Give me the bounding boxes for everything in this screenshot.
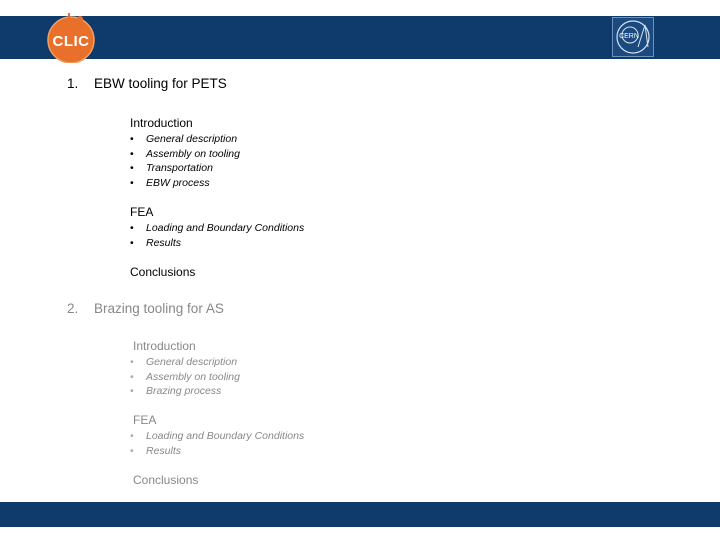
list-item: • General description	[130, 133, 238, 145]
list-item: • Loading and Boundary Conditions	[130, 430, 305, 442]
list-item: • Results	[130, 236, 182, 249]
svg-text:CLIC: CLIC	[52, 33, 90, 50]
svg-text:CERN: CERN	[619, 33, 639, 40]
list-item: • Assembly on tooling	[130, 370, 240, 383]
section-2-conclusions: Conclusions	[133, 473, 199, 487]
cern-logo	[612, 17, 654, 57]
section-1-title-text: EBW tooling for PETS	[94, 76, 227, 91]
section-2-introduction-heading: Introduction	[133, 339, 196, 353]
clic-logo	[46, 13, 96, 63]
section-1-conclusions: Conclusions	[130, 265, 196, 279]
list-item: • Results	[130, 444, 182, 457]
list-item: • Assembly on tooling	[130, 147, 240, 160]
list-item: • Loading and Boundary Conditions	[130, 222, 305, 234]
list-item: • General description	[130, 356, 238, 368]
list-item: • Transportation	[130, 162, 213, 174]
section-2-title-text: Brazing tooling for AS	[94, 301, 224, 316]
section-1-fea-list	[130, 221, 304, 250]
list-item: • Brazing process	[130, 385, 222, 397]
section-2-introduction-list	[130, 355, 240, 399]
section-1-title	[67, 76, 227, 91]
section-2-fea-heading: FEA	[133, 413, 157, 427]
section-1-number: 1.	[67, 76, 79, 91]
section-2-fea-list	[130, 429, 304, 458]
section-2-number: 2.	[67, 301, 79, 316]
section-1-introduction-list	[130, 132, 240, 190]
section-2-title	[67, 301, 224, 316]
list-item: • EBW process	[130, 176, 210, 189]
section-1-introduction-heading: Introduction	[130, 116, 193, 130]
section-1-fea-heading: FEA	[130, 205, 154, 219]
footer-bar	[0, 502, 720, 527]
